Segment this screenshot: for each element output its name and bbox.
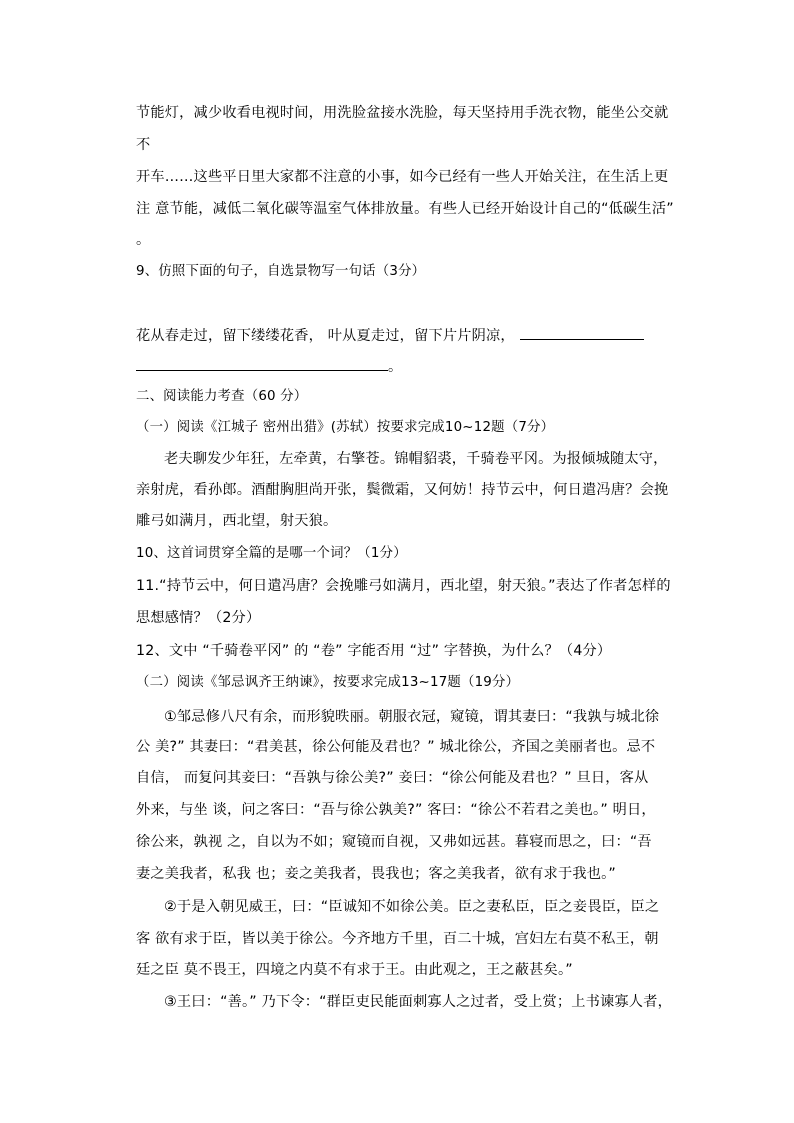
question-9-blank-row bbox=[136, 356, 402, 377]
section-2-title: 二、阅读能力考查（60 分） bbox=[136, 389, 308, 404]
question-9-title: 9、仿照下面的句子，自选景物写一句话（3分） bbox=[136, 264, 426, 279]
passage-line-4: 外来，与坐 谈，问之客曰：“吾与徐公孰美?” 客曰：“徐公不若君之美也。” 明日， bbox=[136, 802, 656, 818]
question-12: 12、文中 “千骑卷平冈” 的 “卷” 字能否用 “过” 字替换，为什么？（4分） bbox=[136, 643, 612, 659]
question-9-end: 。 bbox=[388, 359, 403, 375]
answer-blank-1[interactable] bbox=[520, 325, 644, 340]
answer-blank-2[interactable] bbox=[136, 356, 388, 371]
passage-line-2: 公 美?” 其妻曰：“君美甚，徐公何能及君也？” 城北徐公，齐国之美丽者也。忌不 bbox=[136, 739, 656, 755]
intro-line-1: 节能灯，减少收看电视时间，用洗脸盆接水洗脸，每天坚持用手洗衣物，能坐公交就 bbox=[136, 105, 669, 121]
intro-line-5: 。 bbox=[136, 232, 151, 248]
question-9-sentence-row bbox=[136, 325, 644, 346]
passage-line-7: ②于是入朝见威王，曰：“臣诚知不如徐公美。臣之妻私臣，臣之妾畏臣，臣之 bbox=[164, 899, 660, 915]
intro-line-2: 不 bbox=[136, 137, 151, 153]
question-11-line-2: 思想感情？（2分） bbox=[136, 610, 261, 626]
intro-line-3: 开车……这些平日里大家都不注意的小事，如今已经有一些人开始关注，在生活上更 bbox=[136, 169, 669, 185]
passage-line-1: ①邹忌修八尺有余，而形貌昳丽。朝服衣冠，窥镜，谓其妻曰：“我孰与城北徐 bbox=[164, 709, 660, 725]
question-11-line-1: 11.“持节云中，何日遣冯唐？会挽雕弓如满月，西北望，射天狼。”表达了作者怎样的 bbox=[136, 578, 671, 594]
passage-line-9: 廷之臣 莫不畏王，四境之内莫不有求于王。由此观之，王之蔽甚矣。” bbox=[136, 962, 573, 978]
passage-line-8: 客 欲有求于臣，皆以美于徐公。今齐地方千里，百二十城，宫妇左右莫不私王，朝 bbox=[136, 931, 659, 947]
part-1-title: （一）阅读《江城子 密州出猎》(苏轼）按要求完成10~12题（7分） bbox=[136, 420, 555, 435]
poem-line-1: 老夫聊发少年狂，左牵黄，右擎苍。锦帽貂裘，千骑卷平冈。为报倾城随太守， bbox=[164, 451, 668, 467]
poem-line-2: 亲射虎，看孙郎。酒酣胸胆尚开张，鬓微霜，又何妨！持节云中，何日遣冯唐？会挽 bbox=[136, 482, 669, 498]
passage-line-6: 妻之美我者，私我 也；妾之美我者，畏我也；客之美我者，欲有求于我也。” bbox=[136, 866, 616, 882]
question-9-sentence: 花从春走过，留下缕缕花香， 叶从夏走过，留下片片阴凉， bbox=[136, 328, 515, 344]
poem-line-3: 雕弓如满月，西北望，射天狼。 bbox=[136, 513, 338, 529]
intro-line-4: 注 意节能，减低二氧化碳等温室气体排放量。有些人已经开始设计自己的“低碳生活” bbox=[136, 201, 674, 217]
passage-line-5: 徐公来，孰视 之，自以为不如；窥镜而自视，又弗如远甚。暮寝而思之，曰：“吾 bbox=[136, 834, 652, 850]
passage-line-10: ③王曰：“善。” 乃下令：“群臣吏民能面刺寡人之过者，受上赏；上书谏寡人者， bbox=[164, 994, 672, 1010]
passage-line-3: 自信， 而复问其妾曰：“吾孰与徐公美?” 妾曰：“徐公何能及君也？” 旦日，客从 bbox=[136, 770, 649, 786]
part-2-title: （二）阅读《邹忌讽齐王纳谏》，按要求完成13~17题（19分） bbox=[136, 675, 520, 690]
question-10: 10、这首词贯穿全篇的是哪一个词？（1分） bbox=[136, 546, 407, 561]
